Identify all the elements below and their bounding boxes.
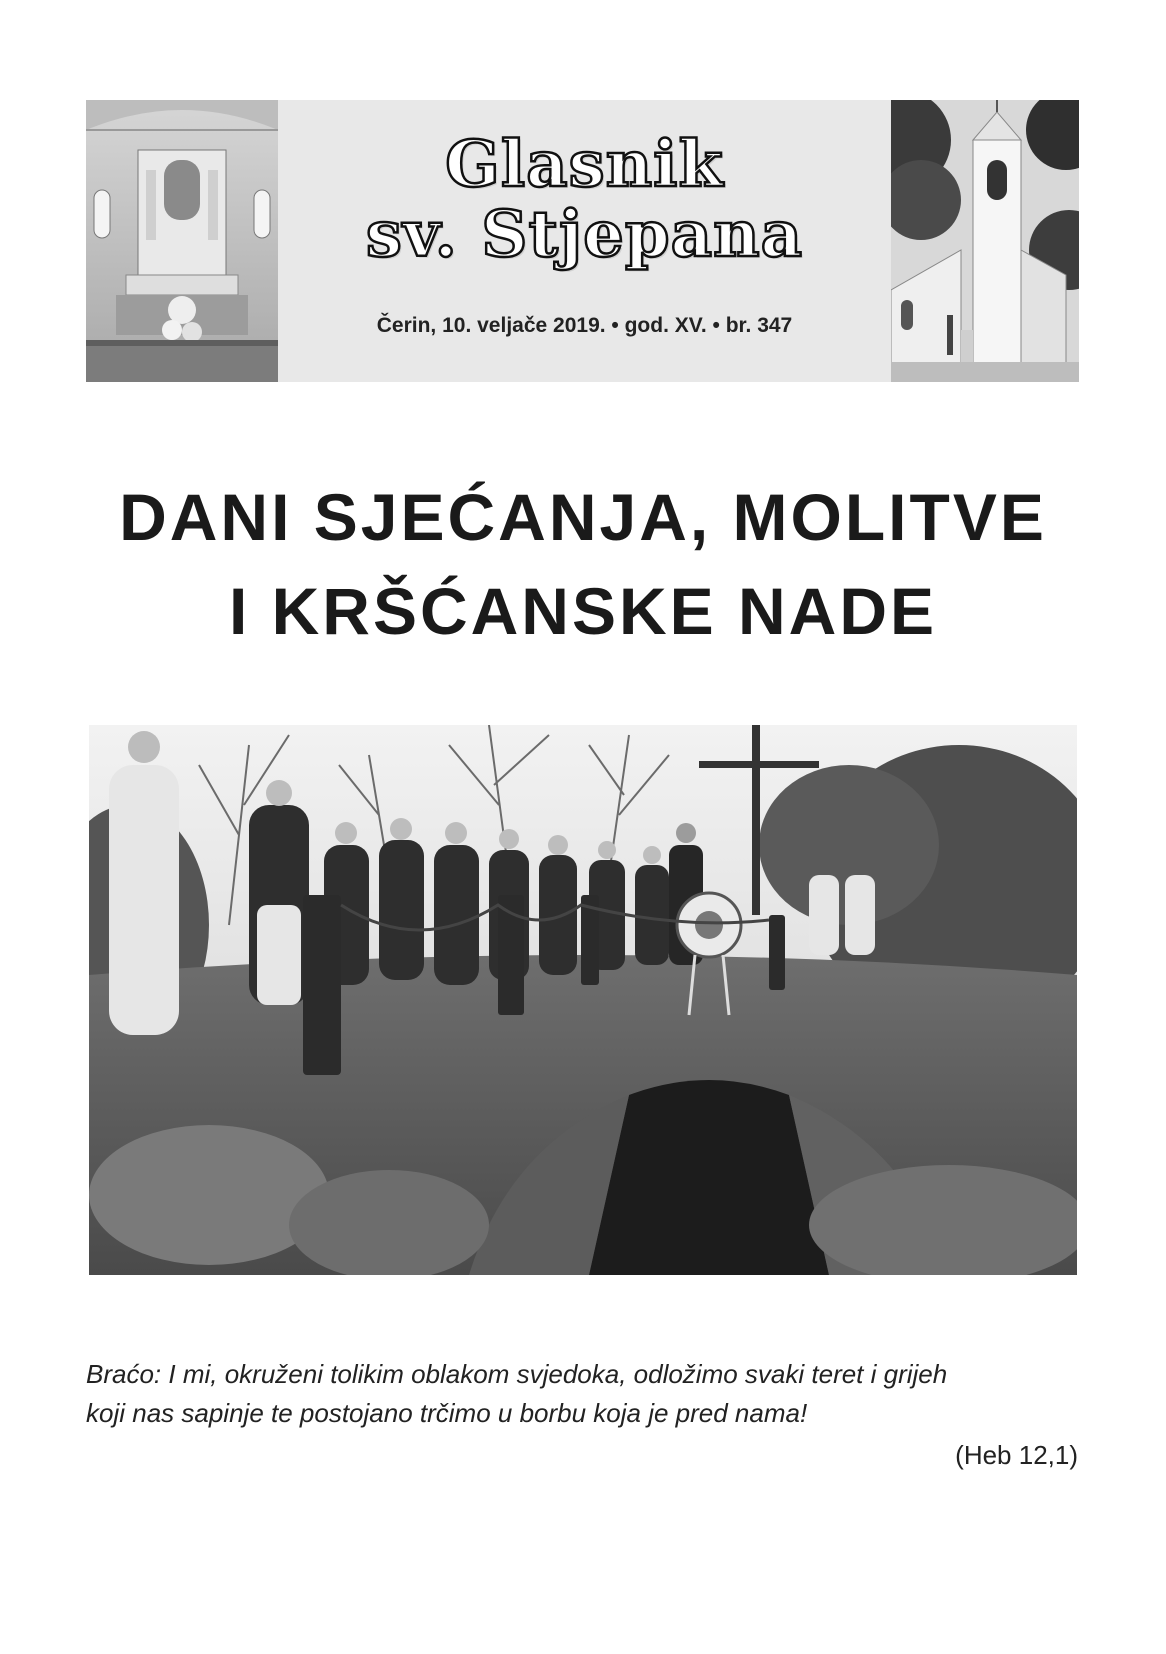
title-line-1: Glasnik bbox=[445, 127, 724, 202]
publication-title bbox=[278, 127, 891, 272]
issue-info: Čerin, 10. veljače 2019. • god. XV. • br. 347 bbox=[376, 314, 793, 337]
church-interior-photo bbox=[86, 100, 278, 382]
scripture-quote bbox=[86, 1355, 1086, 1433]
quote-line-2: koji nas sapinje te postojano trčimo u borbu koja je pred nama! bbox=[86, 1398, 808, 1428]
quote-line-1: Braćo: I mi, okruženi tolikim oblakom svjedoka, odložimo svaki teret i grijeh bbox=[86, 1359, 948, 1389]
headline-line-2: I KRŠĆANSKE NADE bbox=[228, 574, 938, 648]
memorial-ceremony-photo bbox=[89, 725, 1077, 1275]
main-headline bbox=[60, 470, 1106, 658]
masthead bbox=[86, 100, 1079, 382]
title-line-2: sv. Stjepana bbox=[365, 197, 804, 272]
masthead-title-panel bbox=[278, 100, 891, 382]
scripture-reference: (Heb 12,1) bbox=[955, 1440, 1078, 1470]
church-exterior-photo bbox=[891, 100, 1079, 382]
headline-line-1: DANI SJEĆANJA, MOLITVE bbox=[119, 480, 1047, 554]
